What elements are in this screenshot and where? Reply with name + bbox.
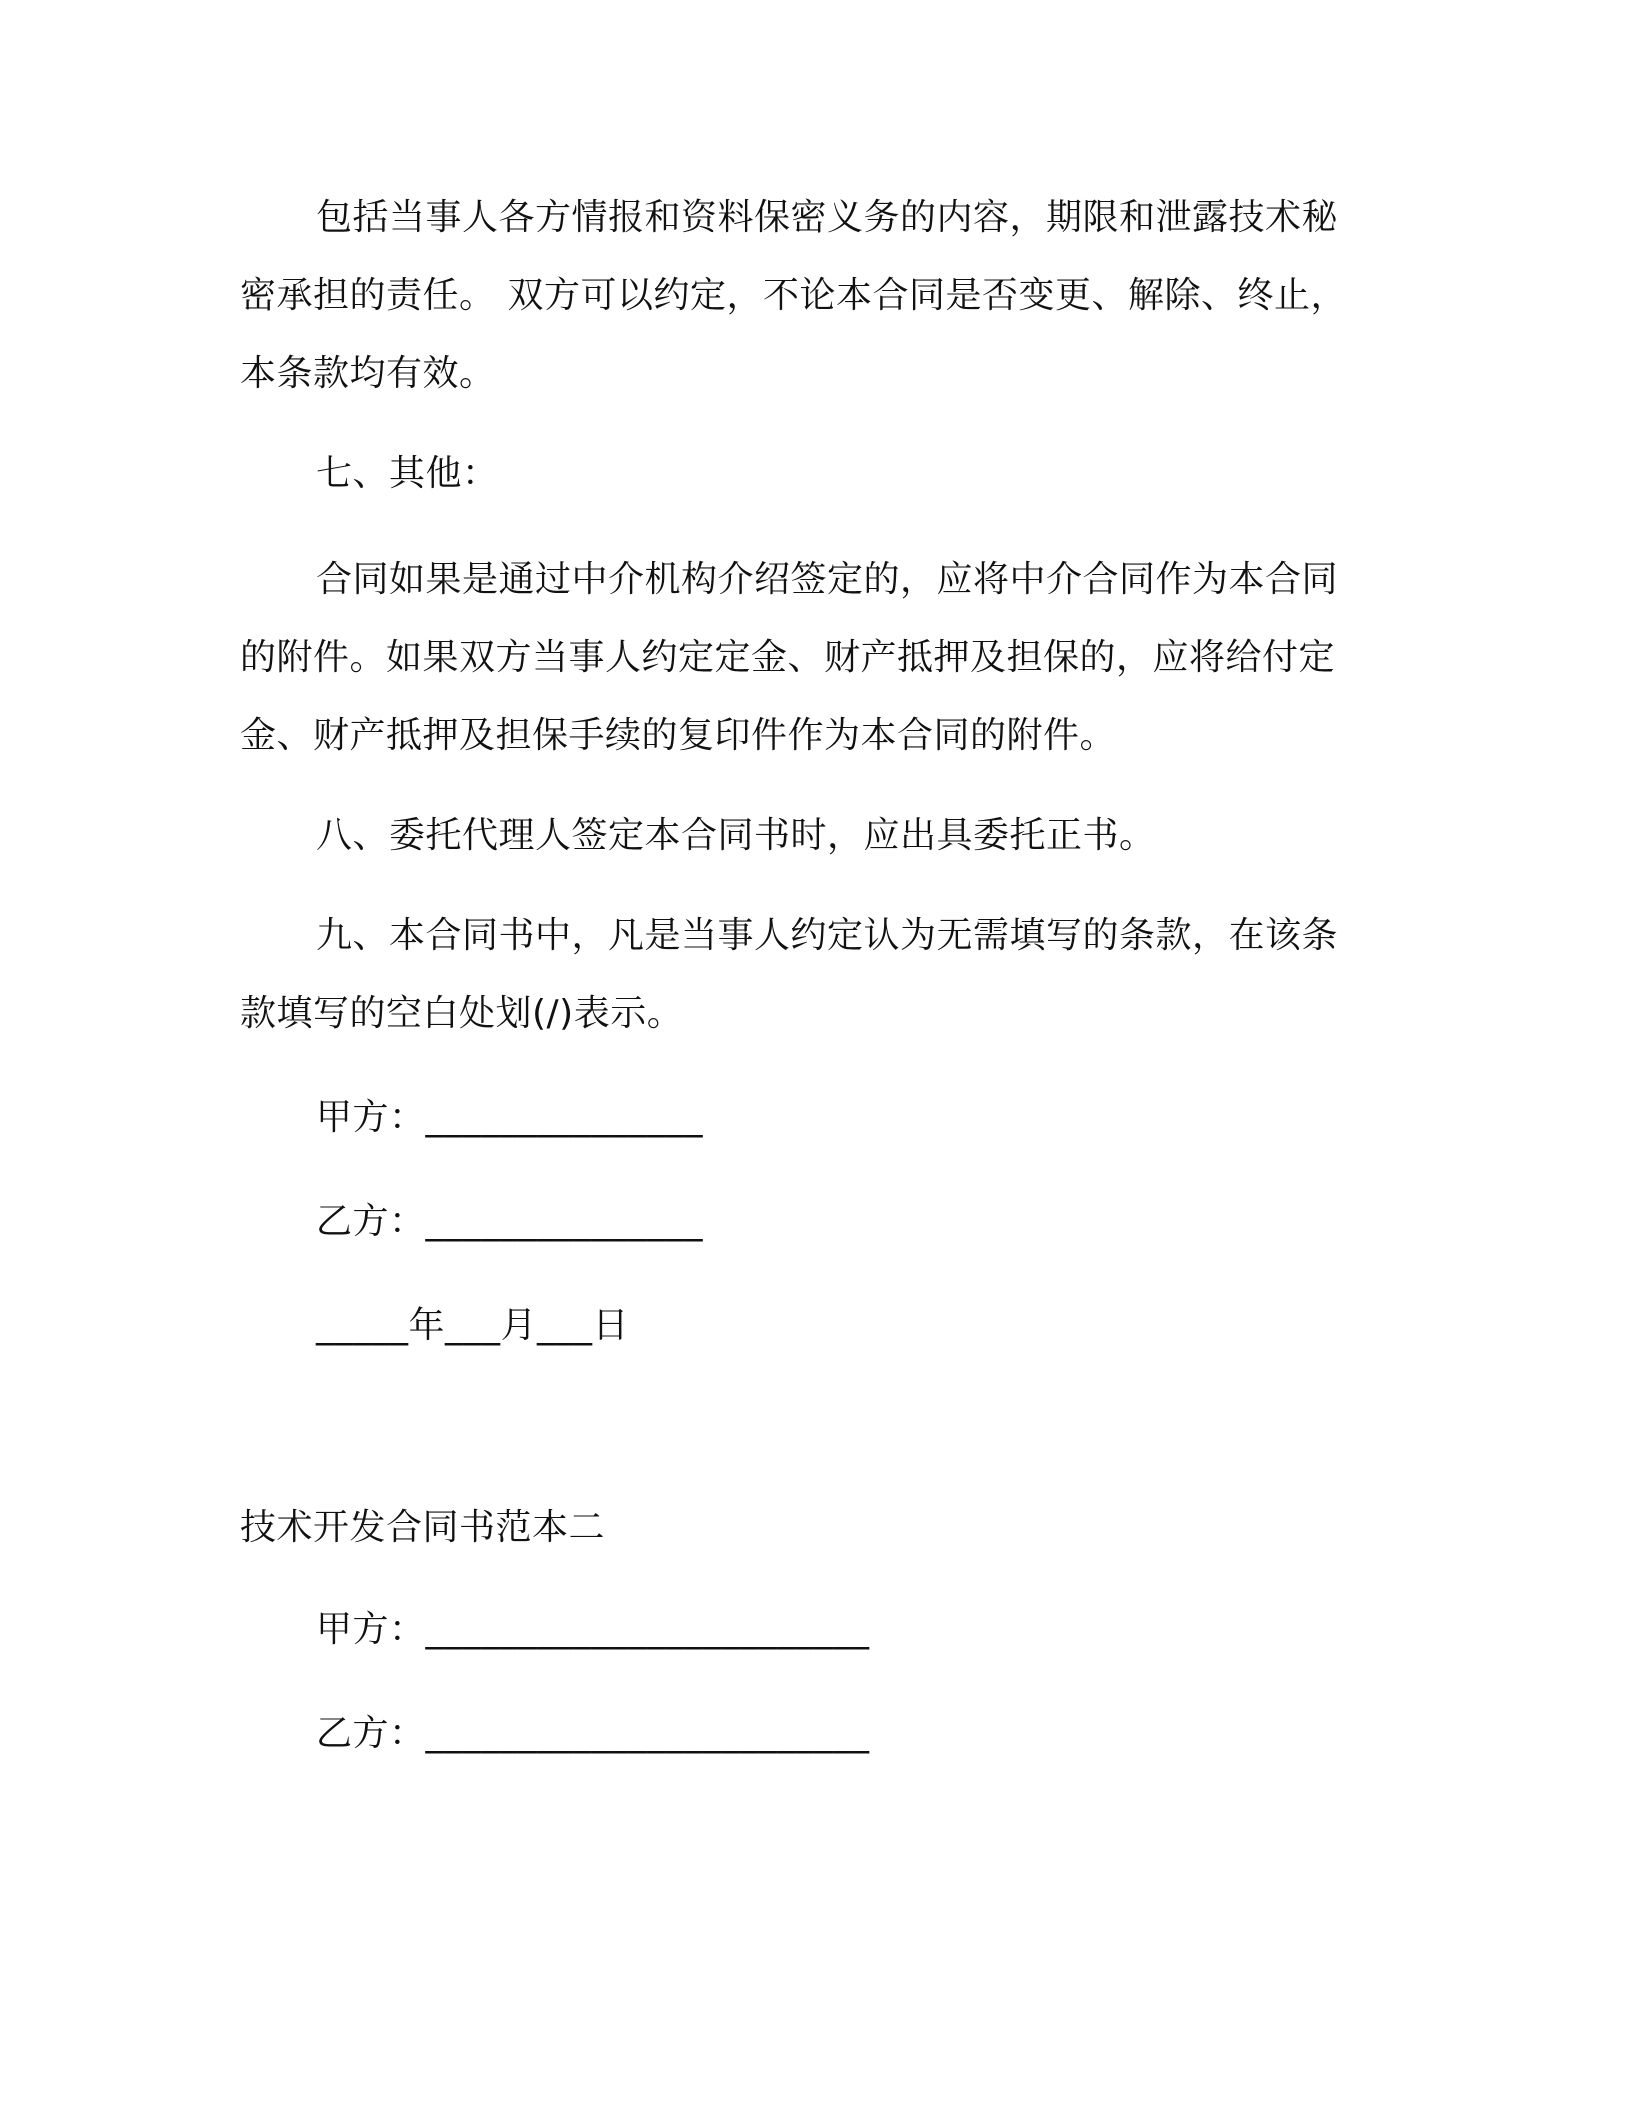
party-b-signature: 乙方：_______________ xyxy=(316,1201,704,1242)
template-two-title: 技术开发合同书范本二 xyxy=(240,1507,606,1548)
section-seven-line-2: 的附件。如果双方当事人约定定金、财产抵押及担保的，应将给付定 xyxy=(240,637,1336,678)
party-a-signature: 甲方：_______________ xyxy=(316,1097,704,1138)
confidentiality-line-3: 本条款均有效。 xyxy=(240,353,496,394)
signature-date: _____年___月___日 xyxy=(316,1305,630,1346)
section-eight-text: 八、委托代理人签定本合同书时，应出具委托正书。 xyxy=(316,815,1156,856)
section-nine-line-2: 款填写的空白处划(/)表示。 xyxy=(240,993,684,1034)
template-two-party-a: 甲方：________________________ xyxy=(316,1609,870,1650)
section-nine-line-1: 九、本合同书中，凡是当事人约定认为无需填写的条款，在该条 xyxy=(316,915,1339,956)
section-seven-line-3: 金、财产抵押及担保手续的复印件作为本合同的附件。 xyxy=(240,715,1117,756)
confidentiality-line-2: 密承担的责任。 双方可以约定，不论本合同是否变更、解除、终止， xyxy=(240,275,1347,316)
confidentiality-line-1: 包括当事人各方情报和资料保密义务的内容，期限和泄露技术秘 xyxy=(316,197,1339,238)
section-seven-heading: 七、其他： xyxy=(316,453,499,494)
section-seven-line-1: 合同如果是通过中介机构介绍签定的，应将中介合同作为本合同 xyxy=(316,559,1339,600)
template-two-party-b: 乙方：________________________ xyxy=(316,1713,870,1754)
